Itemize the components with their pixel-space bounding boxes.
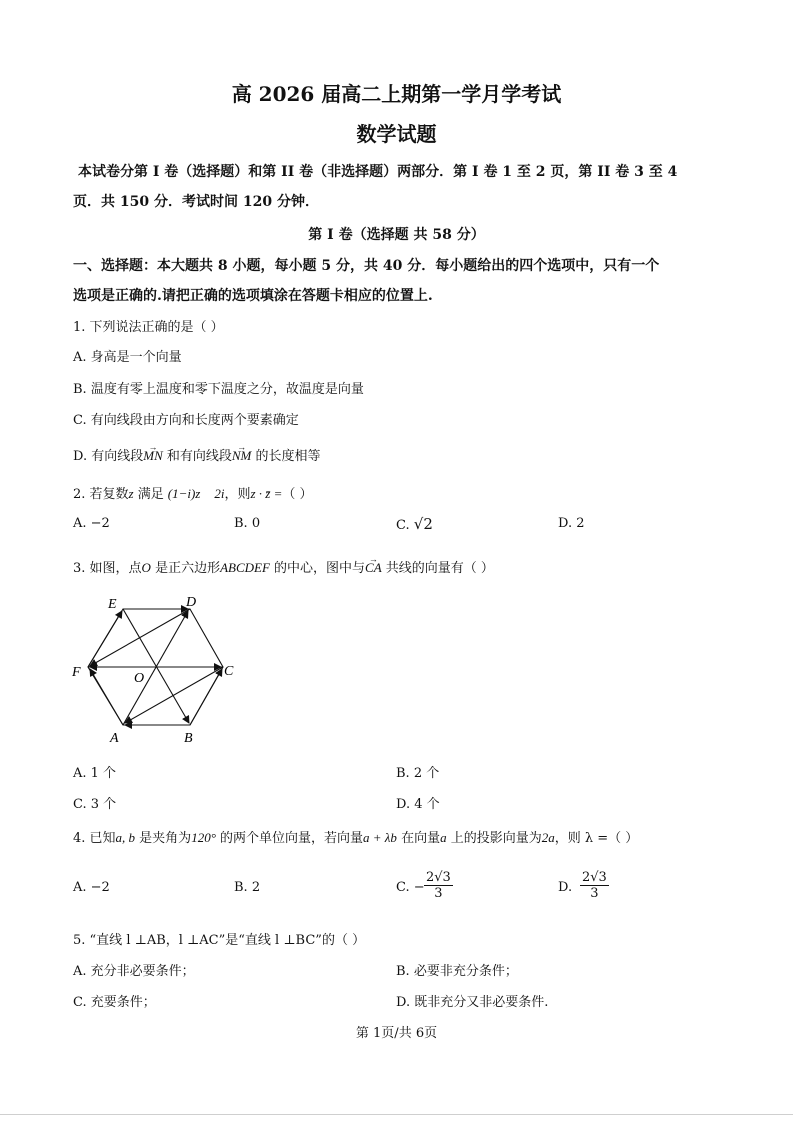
q4-option-c-fraction: [424, 870, 453, 901]
q2-c-prefix: C.: [396, 518, 410, 533]
q4-option-b: B. 2: [234, 880, 261, 895]
q4-d-denominator: 3: [590, 886, 599, 901]
q3-option-c: C. 3 个: [73, 797, 117, 812]
section-instruction-1: 一、选择题：本大题共 8 小题，每小题 5 分，共 40 分．每小题给出的四个选项中，只有一个: [73, 258, 660, 274]
q4-option-d-prefix: D.: [558, 880, 573, 895]
q2-option-c: [396, 516, 433, 534]
vector-af: [90, 669, 123, 725]
q3-option-a: A. 1 个: [73, 766, 117, 781]
q4-c-denominator: 3: [434, 886, 443, 901]
q1-d-prefix: D. 有向线段: [73, 449, 144, 464]
label-a: A: [110, 731, 119, 746]
q3-middle: 是正六边形: [150, 561, 221, 576]
q3-prefix: 3. 如图，点: [73, 561, 142, 576]
q4-suffix: ，则 λ =（ ）: [554, 831, 639, 846]
hexagon-figure: [70, 592, 250, 752]
q4-vector-a: a: [440, 830, 447, 845]
q4-d-numerator: 2√3: [582, 870, 607, 885]
q1-d-middle: 和有向线段: [162, 449, 232, 464]
q4-prefix: 4. 已知: [73, 831, 116, 846]
exam-title: 高 2026 届高二上期第一学月学考试: [231, 82, 562, 106]
label-d: D: [186, 595, 197, 610]
q2-middle: 满足: [133, 487, 164, 502]
vector-nm: → NM: [232, 448, 252, 464]
exam-subtitle: 数学试题: [356, 122, 437, 146]
label-b: B: [184, 731, 193, 746]
label-f: F: [72, 665, 81, 680]
q2-z: z: [128, 486, 134, 501]
q3-option-b: B. 2 个: [396, 766, 440, 781]
q2-stem: [73, 486, 313, 503]
q2-condition: (1−i)z: [167, 486, 201, 501]
q1-option-a: A. 身高是一个向量: [73, 350, 182, 365]
q4-vector-2a: 2a: [541, 830, 555, 845]
vector-bc: [190, 669, 222, 725]
q2-option-b: B. 0: [234, 516, 261, 531]
q3-option-d: D. 4 个: [396, 797, 440, 812]
q1-option-d: [73, 448, 321, 465]
q1-option-b: B. 温度有零上温度和零下温度之分，故温度是向量: [73, 382, 364, 397]
q4-stem: [73, 830, 638, 847]
q4-middle-3: 在向量: [396, 831, 441, 846]
vector-mn: → MN: [143, 448, 163, 464]
intro-line-1: 本试卷分第 I 卷（选择题）和第 II 卷（非选择题）两部分．第 I 卷 1 至 2 页，第 II 卷 3 至 4: [78, 164, 678, 180]
q3-suffix: 共线的向量有（ ）: [381, 561, 494, 576]
q4-middle-4: 上的投影向量为: [446, 831, 542, 846]
vector-ca: → CA: [365, 560, 382, 576]
q3-hexagon-name: ABCDEF: [220, 560, 270, 575]
q4-vector-sum: a + λb: [363, 830, 397, 845]
q4-middle: 是夹角为: [135, 831, 192, 846]
q4-middle-2: 的两个单位向量，若向量: [215, 831, 364, 846]
q1-stem: 1. 下列说法正确的是（ ）: [73, 320, 224, 335]
q3-middle-2: 的中心，图中与: [269, 561, 366, 576]
q2-c-value: √2: [413, 515, 433, 533]
q2-option-d: D. 2: [558, 516, 585, 531]
page-bottom-divider: [0, 1114, 793, 1115]
q5-option-a: A. 充分非必要条件；: [73, 964, 195, 979]
q2-then: ，则: [224, 487, 251, 502]
q3-stem: [73, 560, 494, 577]
q5-option-d: D. 既非充分又非必要条件.: [396, 995, 549, 1010]
q1-option-c: C. 有向线段由方向和长度两个要素确定: [73, 413, 299, 428]
q2-prefix: 2. 若复数: [73, 487, 129, 502]
q4-option-a: A. −2: [73, 880, 110, 895]
q4-option-d-fraction: [580, 870, 609, 901]
q2-equals: 2i: [214, 486, 225, 501]
vector-df: [90, 609, 190, 666]
label-o: O: [134, 671, 145, 686]
q4-angle: 120°: [191, 830, 216, 845]
q5-option-b: B. 必要非充分条件；: [396, 964, 518, 979]
q4-c-numerator: 2√3: [426, 870, 451, 885]
q3-o: O: [141, 560, 151, 575]
page-footer: 第 1页/共 6页: [355, 1026, 438, 1041]
q2-paren: （ ）: [282, 487, 313, 502]
section-title: 第 I 卷（选择题 共 58 分）: [308, 227, 485, 243]
label-c: C: [224, 664, 234, 679]
section-instruction-2: 选项是正确的.请把正确的选项填涂在答题卡相应的位置上.: [73, 288, 433, 304]
q2-option-a: A. −2: [73, 516, 110, 531]
q2-expression: z · z̄ =: [250, 486, 283, 501]
q1-d-suffix: 的长度相等: [251, 449, 321, 464]
q4-option-c-prefix: C. −: [396, 880, 425, 895]
intro-line-2: 页．共 150 分．考试时间 120 分钟．: [73, 194, 319, 210]
q5-stem: 5. “直线 l ⊥AB，l ⊥AC”是“直线 l ⊥BC”的（ ）: [73, 933, 366, 948]
label-e: E: [108, 597, 117, 612]
q4-vectors: a, b: [115, 830, 136, 845]
q5-option-c: C. 充要条件；: [73, 995, 156, 1010]
vector-fe: [88, 611, 122, 667]
